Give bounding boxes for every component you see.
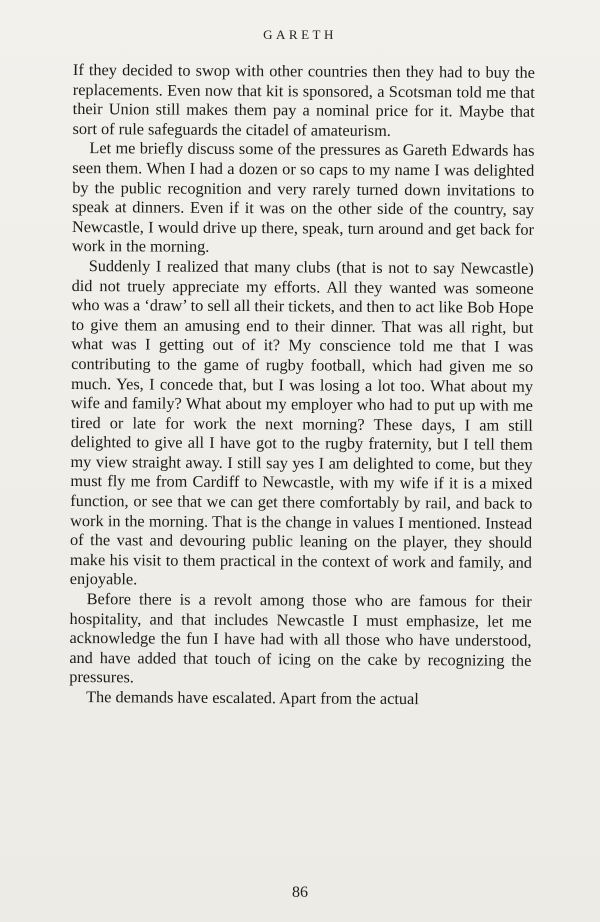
paragraph-5: The demands have escalated. Apart from the actual <box>86 687 419 709</box>
body-text <box>69 60 535 709</box>
paragraph-1: If they decided to swop with other countries then they had to buy the replacements. Even now that kit is sponsored, a Scotsman told me that their Union still makes them pay a nominal price for it. Maybe that sort of rule safeguards the citadel of amateurism. <box>72 60 535 140</box>
paragraph-2: Let me briefly discuss some of the pressures as Gareth Edwards has seen them. When I had a dozen or so caps to my name I was delighted by the public recognition and very rarely turned down invitations to speak at dinners. Even if it was on the other side of the country, say Newcastle, I would drive up there, speak, turn around and get back for work in the morning. <box>71 138 535 257</box>
running-head: GARETH <box>263 27 337 42</box>
paragraph-3: Suddenly I realized that many clubs (that is not to say Newcastle) did not truely appreciate my efforts. All they wanted was someone who was a ‘draw’ to sell all their tickets, and then to act like Bob Hope to give them an amusing end to their dinner. That was all right, but what was I getting out of it? My conscience told me that I was contributing to the game of rugby football, which had given me so much. Yes, I concede that, but I was losing a lot too. What about my wife and family? What about my employer who had to put up with me tired or late for work the next morning? These days, I am still delighted to give all I have got to the rugby fraternity, but I tell them my view straight away. I still say yes I am delighted to come, but they must fly me from Cardiff to Newcastle, with my wife if it is a mixed function, or see that we can get there comfortably by rail, and back to work in the morning. That is the change in values I mentioned. Instead of the vast and devouring public leaning on the player, they should make his visit to them practical in the context of work and family, and enjoyable. <box>69 256 534 589</box>
page-number: 86 <box>292 884 308 901</box>
paragraph-4: Before there is a revolt among those who are famous for their hospitality, and that includes Newcastle I must emphasize, let me acknowledge the fun I have had with all those who have understood, and have added that touch of icing on the cake by recognizing the pressures. <box>69 589 532 687</box>
